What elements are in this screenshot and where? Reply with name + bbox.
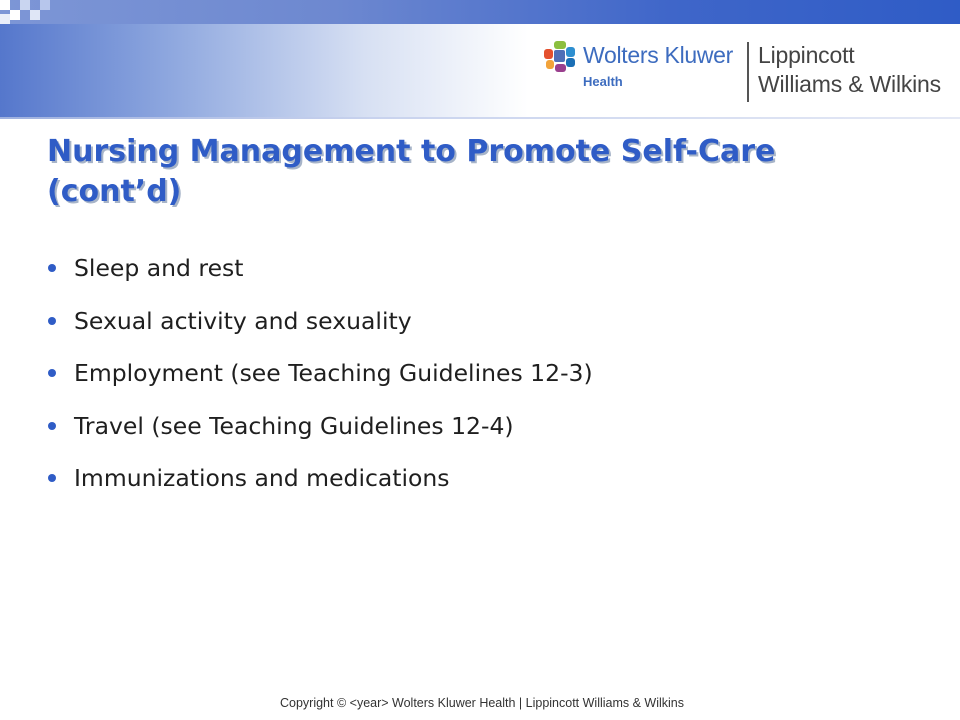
logo-imprint-line1: Lippincott — [758, 42, 855, 68]
bullet-list — [48, 248, 593, 511]
decorative-pixel — [40, 0, 50, 10]
bullet-dot-icon — [48, 317, 56, 325]
slide-title: Nursing Management to Promote Self-Care (cont’d) — [47, 134, 776, 209]
bullet-text: Immunizations and medications — [74, 464, 450, 492]
bullet-dot-icon — [48, 422, 56, 430]
decorative-pixel — [30, 10, 40, 20]
bullet-item — [48, 406, 593, 459]
decorative-pixel — [20, 0, 30, 10]
publisher-logo — [544, 38, 954, 108]
bullet-dot-icon — [48, 369, 56, 377]
logo-imprint-line2: Williams & Wilkins — [758, 71, 941, 97]
bullet-item — [48, 458, 593, 511]
logo-company-name: Wolters Kluwer — [583, 42, 734, 68]
bullet-item — [48, 248, 593, 301]
bullet-text: Travel (see Teaching Guidelines 12-4) — [74, 411, 514, 440]
footer — [0, 696, 960, 710]
decorative-pixel — [10, 10, 20, 20]
top-strip — [0, 0, 960, 24]
bullet-text: Sexual activity and sexuality — [74, 306, 412, 335]
decorative-pixel — [0, 14, 10, 24]
logo-division-name: Health — [583, 74, 623, 89]
bullet-item — [48, 353, 593, 406]
bullet-item — [48, 301, 593, 354]
bullet-text: Sleep and rest — [74, 254, 244, 282]
bullet-dot-icon — [48, 474, 56, 482]
bullet-dot-icon — [48, 264, 56, 272]
bullet-text: Employment (see Teaching Guidelines 12-3) — [74, 359, 593, 387]
copyright-text: Copyright © <year> Wolters Kluwer Health | Lippincott Williams & Wilkins — [279, 696, 685, 710]
header-rule — [0, 117, 960, 119]
wolters-kluwer-globe-icon — [544, 41, 576, 73]
logo-divider — [747, 42, 749, 102]
decorative-pixel — [0, 0, 10, 10]
